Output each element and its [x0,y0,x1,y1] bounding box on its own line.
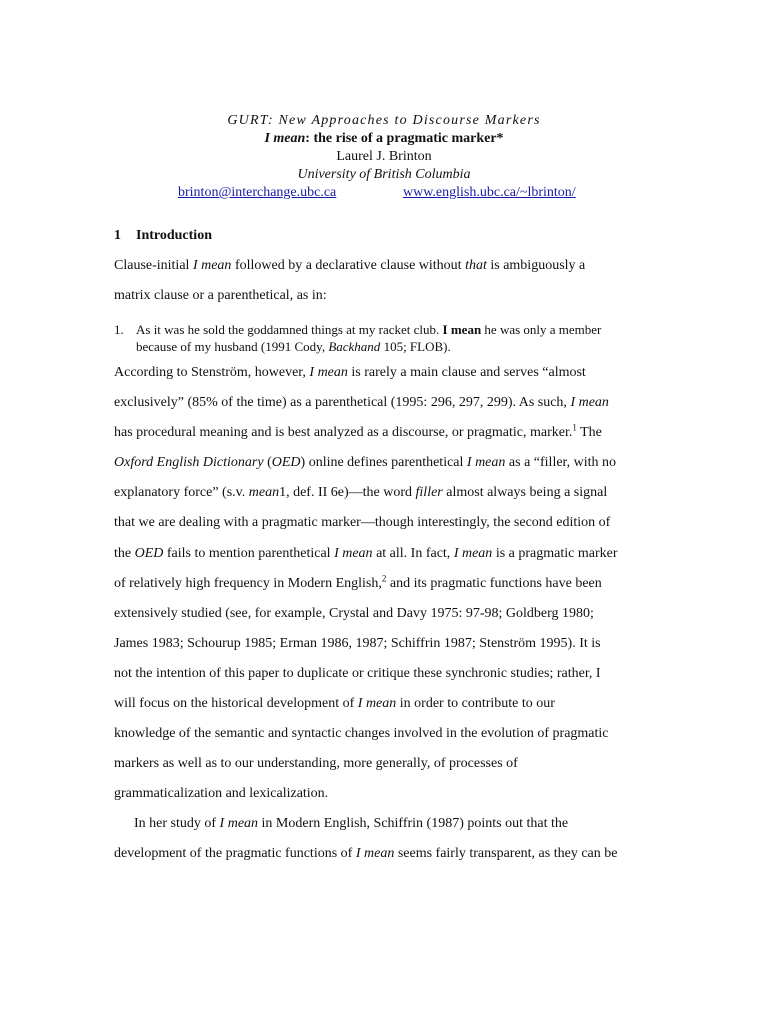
italic-run: mean [248,485,280,501]
text-line: not the intention of this paper to duplicate or critique these synchronic studies; rather, I [114,665,601,681]
text-line [114,689,656,719]
text-line: grammaticalization and lexicalization. [114,786,329,802]
text-run: Clause-initial [114,258,193,273]
footnote-ref[interactable]: 1 [572,422,577,433]
text-run: has procedural meaning and is best analyzed as a discourse, or pragmatic, marker. [114,425,573,441]
italic-run: I mean [570,395,609,411]
text-run: because of my husband (1991 Cody, [136,339,329,354]
italic-run: I mean [219,816,259,831]
text-run: seems fairly transparent, as they can be [394,846,618,862]
italic-run: I mean [309,365,348,380]
text-line [114,809,656,839]
text-run: 1, def. II 6e)—the word [279,485,416,501]
italic-run: Oxford English Dictionary [114,455,264,471]
text-run: The [576,425,602,441]
footnote-ref[interactable]: 2 [381,573,387,583]
paper-title-italic: I mean [264,131,306,146]
paper-title [0,130,768,148]
italic-run: I mean [355,846,395,862]
text-run: is a pragmatic marker [492,545,618,561]
paragraph-1 [114,251,656,311]
text-line: extensively studied (see, for example, Crystal and Davy 1975: 97-98; Goldberg 1980; [114,605,594,621]
text-line [114,251,656,281]
text-run: as a “filler, with no [505,455,617,471]
italic-run: that [465,258,487,273]
text-line [114,478,656,508]
text-run: ) online defines parenthetical [300,455,467,471]
bold-run: I mean [442,322,482,337]
paragraph-3 [114,809,656,869]
italic-run: Backhand [328,339,381,354]
italic-run: I mean [453,545,493,561]
text-run: As it was he sold the goddamned things at my racket club. [136,322,443,337]
text-run: In her study of [134,816,220,831]
text-run: exclusively” (85% of the time) as a parenthetical (1995: 296, 297, 299). As such, [114,395,571,411]
text-run: is rarely a main clause and serves “almost [347,365,586,380]
text-run: explanatory force” (s.v. [114,485,249,501]
section-number: 1 [114,228,121,243]
section-title: Introduction [136,228,212,243]
text-line: matrix clause or a parenthetical, as in: [114,288,327,304]
text-run: and its pragmatic functions have been [386,575,602,591]
italic-run: filler [415,485,443,501]
example-line [114,321,674,338]
example-line [114,338,674,355]
text-run: of relatively high frequency in Modern English, [114,575,382,591]
text-line: knowledge of the semantic and syntactic changes involved in the evolution of pragmatic [114,726,609,742]
text-run: the [114,545,135,561]
paragraph-2 [114,358,656,809]
text-line [114,448,656,478]
italic-run: OED [134,545,164,561]
text-line [114,418,656,448]
text-line: James 1983; Schourup 1985; Erman 1986, 1987; Schiffrin 1987; Stenström 1995). It is [114,635,601,651]
text-run: fails to mention parenthetical [163,545,335,561]
text-run: is ambiguously a [486,258,586,273]
text-line [114,388,656,418]
text-run: According to Stenström, however, [114,365,310,380]
text-run: followed by a declarative clause without [231,258,466,273]
italic-run: I mean [334,545,373,561]
example-1 [114,321,674,355]
text-line: markers as well as to our understanding, more generally, of processes of [114,756,518,772]
italic-run: OED [271,455,301,471]
text-run: he was only a member [481,322,602,337]
contact-links [0,184,768,202]
text-run: development of the pragmatic functions of [114,846,356,862]
italic-run: I mean [192,258,232,273]
text-run: at all. In fact, [372,545,454,561]
italic-run: I mean [357,696,397,712]
section-heading [114,228,212,244]
email-link[interactable]: brinton@interchange.ubc.ca [178,185,337,200]
paper-header [0,112,768,202]
website-link[interactable]: www.english.ubc.ca/~lbrinton/ [403,185,576,200]
paper-title-rest: : the rise of a pragmatic marker* [305,131,504,146]
text-run: 105; FLOB). [380,339,451,354]
text-line [114,358,656,388]
text-line: that we are dealing with a pragmatic marker—though interestingly, the second edition of [114,515,611,531]
affiliation [0,166,768,184]
text-run: ( [263,455,272,471]
italic-run: I mean [466,455,506,471]
author-name: Laurel J. Brinton [336,149,432,164]
conference-title: GURT: New Approaches to Discourse Markers [227,113,541,128]
text-run: in Modern English, Schiffrin (1987) points out that the [258,816,569,831]
text-run: in order to contribute to our [396,696,555,712]
text-line [114,569,656,599]
text-line [114,839,656,869]
affiliation-text: University of British Columbia [297,167,471,182]
text-line [114,539,656,569]
text-run: will focus on the historical development of [114,696,358,712]
text-run: almost always being a signal [442,485,608,501]
example-number: 1. [114,322,124,337]
